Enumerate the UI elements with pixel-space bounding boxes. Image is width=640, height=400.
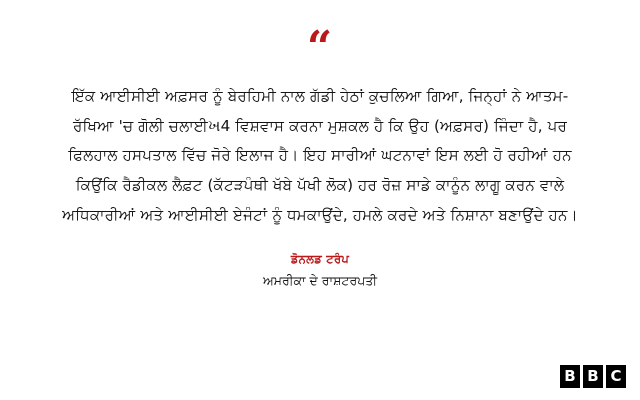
author-role: ਅਮਰੀਕਾ ਦੇ ਰਾਸ਼ਟਰਪਤੀ bbox=[262, 272, 378, 288]
quote-text: ਇੱਕ ਆਈਸੀਈ ਅਫ਼ਸਰ ਨੂੰ ਬੇਰਹਿਮੀ ਨਾਲ ਗੱਡੀ ਹੇਠਾਂ ਕੁਚਲਿਆ ਗਿਆ, ਜਿਨ੍ਹਾਂ ਨੇ ਆਤਮ-ਰੱਖਿਆ 'ਚ ਗੋਲੀ ਚਲਾਈખ4 ਵਿਸ਼ਵਾਸ ਕਰਨਾ ਮੁਸ਼ਕਲ ਹੈ ਕਿ ਉਹ (ਅਫ਼ਸਰ) ਜਿੰਦਾ ਹੈ, ਪਰ ਫਿਲਹਾਲ ਹਸਪਤਾਲ ਵਿੱਚ ਜੋਰੇ ਇਲਾਜ ਹੈ। ਇਹ ਸਾਰੀਆਂ ਘਟਨਾਵਾਂ ਇਸ ਲਈ ਹੋ ਰਹੀਆਂ ਹਨ ਕਿਉਂਕਿ ਰੈਡੀਕਲ ਲੈਫ਼ਟ (ਕੱਟੜਪੰਥੀ ਖੱਬੇ ਪੱਖੀ ਲੋਕ) ਹਰ ਰੋਜ਼ ਸਾਡੇ ਕਾਨੂੰਨ ਲਾਗੂ ਕਰਨ ਵਾਲੇ ਅਧਿਕਾਰੀਆਂ ਅਤੇ ਆਈਸੀਈ ਏਜੰਟਾਂ ਨੂੰ ਧਮਕਾਉਂਦੇ, ਹਮਲੇ ਕਰਦੇ ਅਤੇ ਨਿਸ਼ਾਨਾ ਬਣਾਉਂਦੇ ਹਨ। bbox=[62, 87, 578, 224]
open-quote-icon: “ bbox=[306, 22, 334, 73]
bbc-logo bbox=[560, 365, 626, 388]
bbc-logo-letter-2: B bbox=[583, 365, 603, 388]
attribution bbox=[0, 250, 640, 291]
bbc-logo-letter-3: C bbox=[606, 365, 626, 388]
author-name: ਡੋਨਲਡ ਟਰੰਪ bbox=[290, 252, 350, 267]
bbc-logo-letter-1: B bbox=[560, 365, 580, 388]
